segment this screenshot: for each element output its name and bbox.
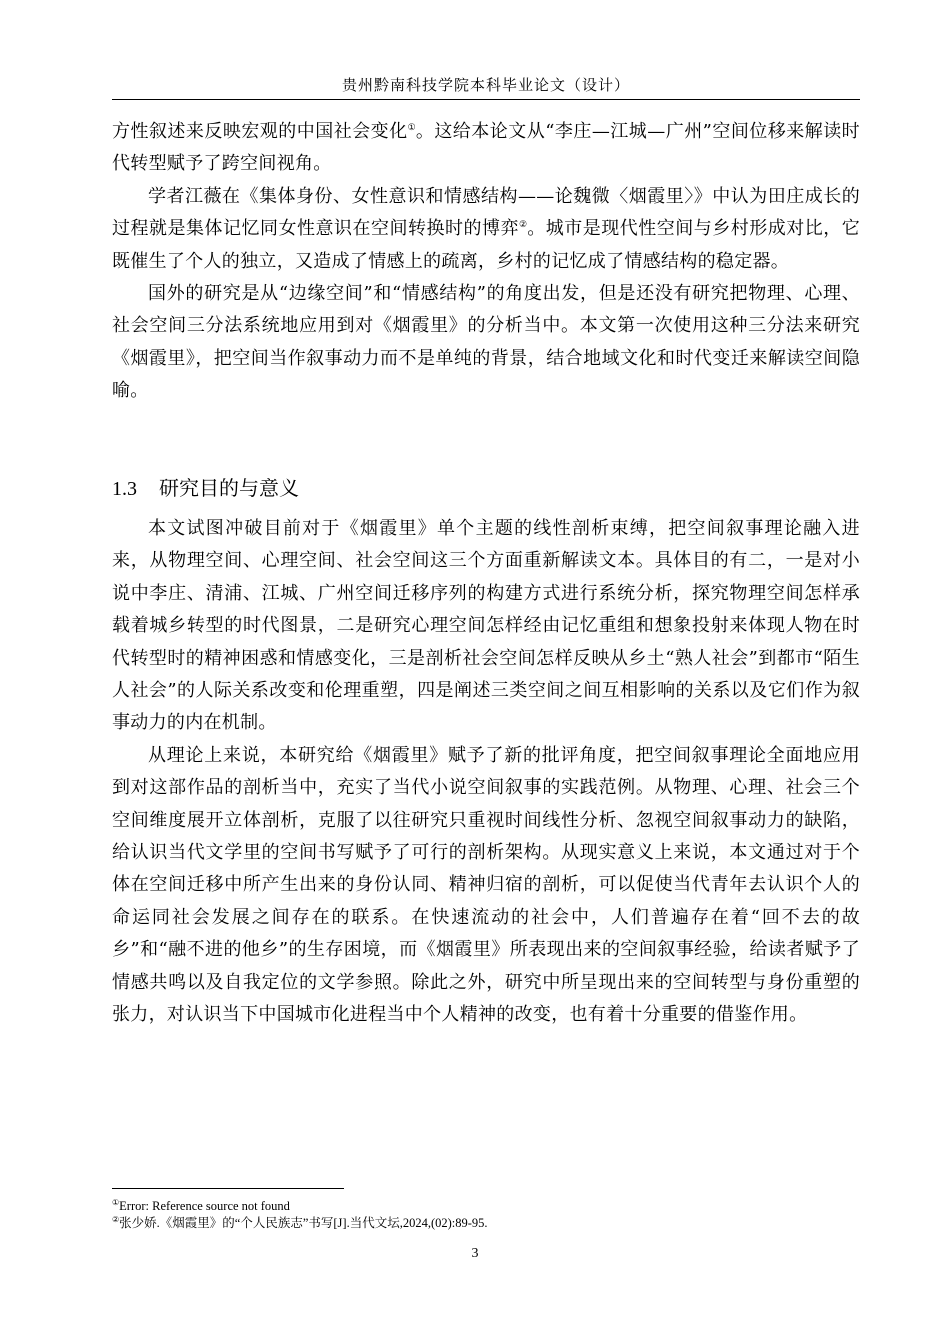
footnote-text: 张少娇.《烟霞里》的“个人民族志”书写[J].当代文坛,2024,(02):89-95. [119, 1216, 488, 1230]
research-purpose-section [112, 513, 860, 1032]
footnote-item [112, 1215, 860, 1232]
footnote-item [112, 1198, 860, 1215]
header-rule [112, 99, 860, 100]
paragraph-text: 学者江薇在《集体身份、女性意识和情感结构——论魏微〈烟霞里〉》中认为田庄成长的过程就是集体记忆同女性意识在空间转换时的博弈 [112, 185, 860, 240]
footnote-ref[interactable]: ① [407, 123, 416, 133]
paragraph: 从理论上来说，本研究给《烟霞里》赋予了新的批评角度，把空间叙事理论全面地应用到对这部作品的剖析当中，充实了当代小说空间叙事的实践范例。从物理、心理、社会三个空间维度展开立体剖析，克服了以往研究只重视时间线性分析、忽视空间叙事动力的缺陷，给认识当代文学里的空间书写赋予了可行的剖析架构。从现实意义上来说，本文通过对于个体在空间迁移中所产生出来的身份认同、精神归宿的剖析，可以促使当代青年去认识个人的命运同社会发展之间存在的联系。在快速流动的社会中，人们普遍存在着“回不去的故乡”和“融不进的他乡”的生存困境，而《烟霞里》所表现出来的空间叙事经验，给读者赋予了情感共鸣以及自我定位的文学参照。除此之外，研究中所呈现出来的空间转型与身份重塑的张力，对认识当下中国城市化进程当中个人精神的改变，也有着十分重要的借鉴作用。 [112, 744, 860, 1026]
paragraph-text: 。这给本论文从“李庄—江城—广州”空间位移来解读时代转型赋予了跨空间视角。 [112, 121, 860, 175]
footnote-text: Error: Reference source not found [119, 1199, 290, 1213]
paragraph-text: 方性叙述来反映宏观的中国社会变化 [112, 121, 408, 142]
section-heading [112, 472, 299, 501]
footnote-separator [112, 1188, 344, 1189]
paragraph [112, 116, 860, 181]
footnotes [112, 1198, 860, 1232]
literature-review-continuation [112, 116, 860, 408]
paragraph-text: 。城市是现代性空间与乡村形成对比，它既催生了个人的独立，又造成了情感上的疏离，乡村的记忆成了情感结构的稳定器。 [112, 218, 860, 272]
footnote-ref[interactable]: ② [518, 220, 528, 231]
paragraph [112, 181, 860, 278]
section-number: 1.3 [112, 478, 137, 500]
page-number: 3 [471, 1246, 479, 1261]
paragraph: 本文试图冲破目前对于《烟霞里》单个主题的线性剖析束缚，把空间叙事理论融入进来，从物理空间、心理空间、社会空间这三个方面重新解读文本。具体目的有二，一是对小说中李庄、清浦、江城、广州空间迁移序列的构建方式进行系统分析，探究物理空间怎样承载着城乡转型的时代图景，二是研究心理空间怎样经由记忆重组和想象投射来体现人物在时代转型时的精神困惑和情感变化，三是剖析社会空间怎样反映从乡土“熟人社会”到都市“陌生人社会”的人际关系改变和伦理重塑，四是阐述三类空间之间互相影响的关系以及它们作为叙事动力的内在机制。 [112, 518, 860, 734]
page-header-title: 贵州黔南科技学院本科毕业论文（设计） [341, 76, 630, 94]
paragraph: 国外的研究是从“边缘空间”和“情感结构”的角度出发，但是还没有研究把物理、心理、社会空间三分法系统地应用到对《烟霞里》的分析当中。本文第一次使用这种三分法来研究《烟霞里》，把空间当作叙事动力而不是单纯的背景，结合地域文化和时代变迁来解读空间隐喻。 [112, 283, 860, 402]
footnote-mark: ② [112, 1214, 120, 1224]
footnote-mark: ① [112, 1197, 120, 1207]
section-title: 研究目的与意义 [159, 476, 299, 500]
